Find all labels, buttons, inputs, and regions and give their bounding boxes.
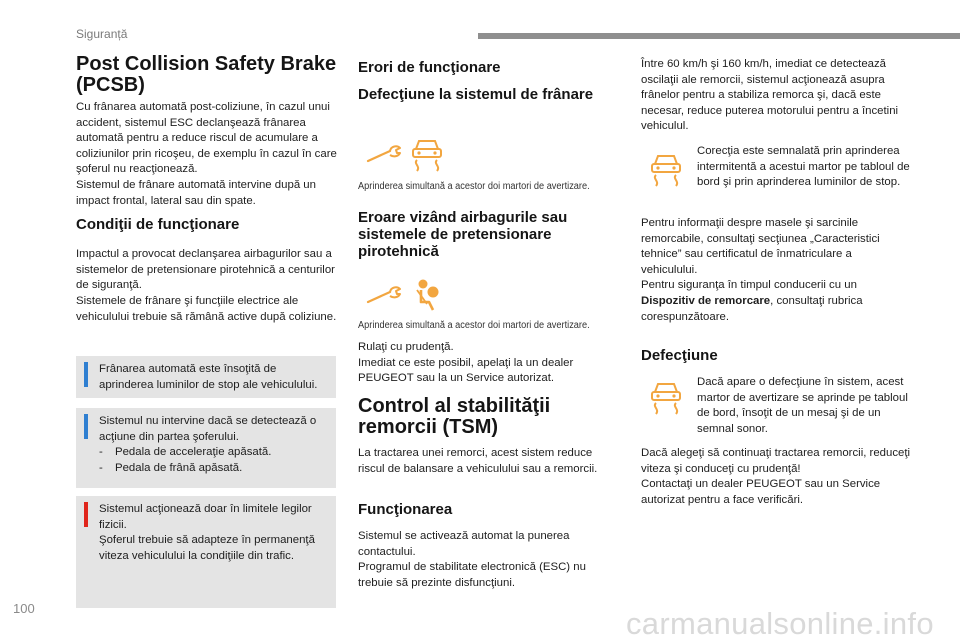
skid-car-icon xyxy=(409,137,445,173)
warning-note-text-1: Sistemul acţionează doar în limitele legilor fizicii. xyxy=(99,503,312,531)
tsm-title: Control al stabilităţii remorcii (TSM) xyxy=(358,395,551,438)
wrench-icon xyxy=(366,285,402,305)
towing-device-link: Dispozitiv de remorcare xyxy=(641,294,771,307)
indicator-fault-text: Dacă apare o defecţiune în sistem, acest martor de avertizare se aprinde pe tabloul de bord, însoţit de un mesaj şi de un semnal sonor. xyxy=(697,376,908,435)
indicator-correction-text: Corecţia este semnalată prin aprinderea intermitentă a acestui martor pe tabloul de bord şi prin aprinderea luminilor de stop. xyxy=(697,145,910,189)
info-note-stop-lights xyxy=(76,356,336,398)
functioning-text: Sistemul se activează automat la punerea contactului. Programul de stabilitate electronică (ESC) nu trebuie să prezinte disfuncţiuni. xyxy=(358,530,586,589)
warning-note-physics xyxy=(76,496,336,608)
trailer-info-text: Pentru informaţii despre masele şi sarcinile remorcabile, consultaţi secţiunea „Caracteristici tehnice” sau certificatul de înmatriculare a vehiculului. Pentru siguranţa în timpul conducerii cu un Dispozitiv de remorcare, consultaţi rubrica corespunzătoare. xyxy=(641,217,880,323)
info-note-text: Frânarea automată este însoţită de aprinderea luminilor de stop ale vehiculului. xyxy=(99,363,318,391)
conditions-text-1: Impactul a provocat declanşarea airbagurilor sau a sistemelor de pretensionare pirotehnică a centurilor de siguranţă. xyxy=(76,248,335,292)
conditions-text-2: Sistemele de frânare şi funcţiile electrice ale vehiculului trebuie să rămână active după coliziune. xyxy=(76,294,337,323)
defect-title: Defecţiune xyxy=(641,347,718,364)
tsm-operation-text: Între 60 km/h şi 160 km/h, imediat ce detectează oscilaţii ale remorcii, sistemul acţionează asupra frânelor pentru a stabiliza remorca şi, dacă este necesar, reduce puterea motorului pentru a încetini vehiculul. xyxy=(641,58,899,133)
advice-block xyxy=(358,340,620,387)
header-bar xyxy=(478,33,960,39)
conditions-title: Condiţii de funcţionare xyxy=(76,216,240,234)
caption-warning-lamps-2: Aprinderea simultană a acestor doi martori de avertizare. xyxy=(358,320,590,331)
airbag-error-title: Eroare vizând airbagurile sau sistemele de pretensionare pirotehnică xyxy=(358,209,568,260)
pcsb-title: Post Collision Safety Brake (PCSB) xyxy=(76,53,337,96)
defect-advice-text: Dacă alegeţi să continuaţi tractarea remorcii, reduceţi viteza şi conduceţi cu prudenţă! Contactaţi un dealer PEUGEOT sau un Service autorizat pentru a face verificări. xyxy=(641,447,911,506)
watermark: carmanualsonline.info xyxy=(626,606,934,641)
errors-title: Erori de funcţionare xyxy=(358,59,501,76)
list-item: - Pedala de acceleraţie apăsată. xyxy=(99,446,272,459)
list-item: - Pedala de frână apăsată. xyxy=(99,461,243,474)
skid-car-icon xyxy=(648,152,684,188)
brake-fault-title: Defecţiune la sistemul de frânare xyxy=(358,86,594,103)
pcsb-intro-1: Cu frânarea automată post-coliziune, în cazul unui accident, sistemul ESC declanşează frânarea automată pentru a reduce riscul de acumulare a coliziunilor prin ricoşeu, de exemplu în cazul în care şoferul nu reacţionează. xyxy=(76,101,337,176)
skid-car-icon xyxy=(648,380,684,416)
caption-warning-lamps-1: Aprinderea simultană a acestor doi martori de avertizare. xyxy=(358,181,590,192)
airbag-person-icon xyxy=(413,278,443,312)
advice-text-1: Rulaţi cu prudenţă. xyxy=(358,341,454,353)
info-note-text: Sistemul nu intervine dacă se detectează o acţiune din partea şoferului. xyxy=(99,415,317,443)
tsm-text: La tractarea unei remorci, acest sistem reduce riscul de balansare a vehiculului sau a remorcii. xyxy=(358,447,598,475)
page-number: 100 xyxy=(13,601,35,616)
wrench-icon xyxy=(366,144,402,164)
column-pcsb xyxy=(76,54,338,325)
functioning-title: Funcţionarea xyxy=(358,501,453,518)
pcsb-intro-2: Sistemul de frânare automată intervine după un impact frontal, lateral sau din spate. xyxy=(76,178,316,207)
advice-text-2: Imediat ce este posibil, apelaţi la un dealer PEUGEOT sau la un Service autorizat. xyxy=(358,356,574,385)
warning-note-text-2: Şoferul trebuie să adapteze în permanenţă viteza vehiculului la condiţiile din trafic. xyxy=(99,534,315,562)
section-header: Siguranță xyxy=(76,27,128,41)
info-note-driver-action xyxy=(76,408,336,488)
